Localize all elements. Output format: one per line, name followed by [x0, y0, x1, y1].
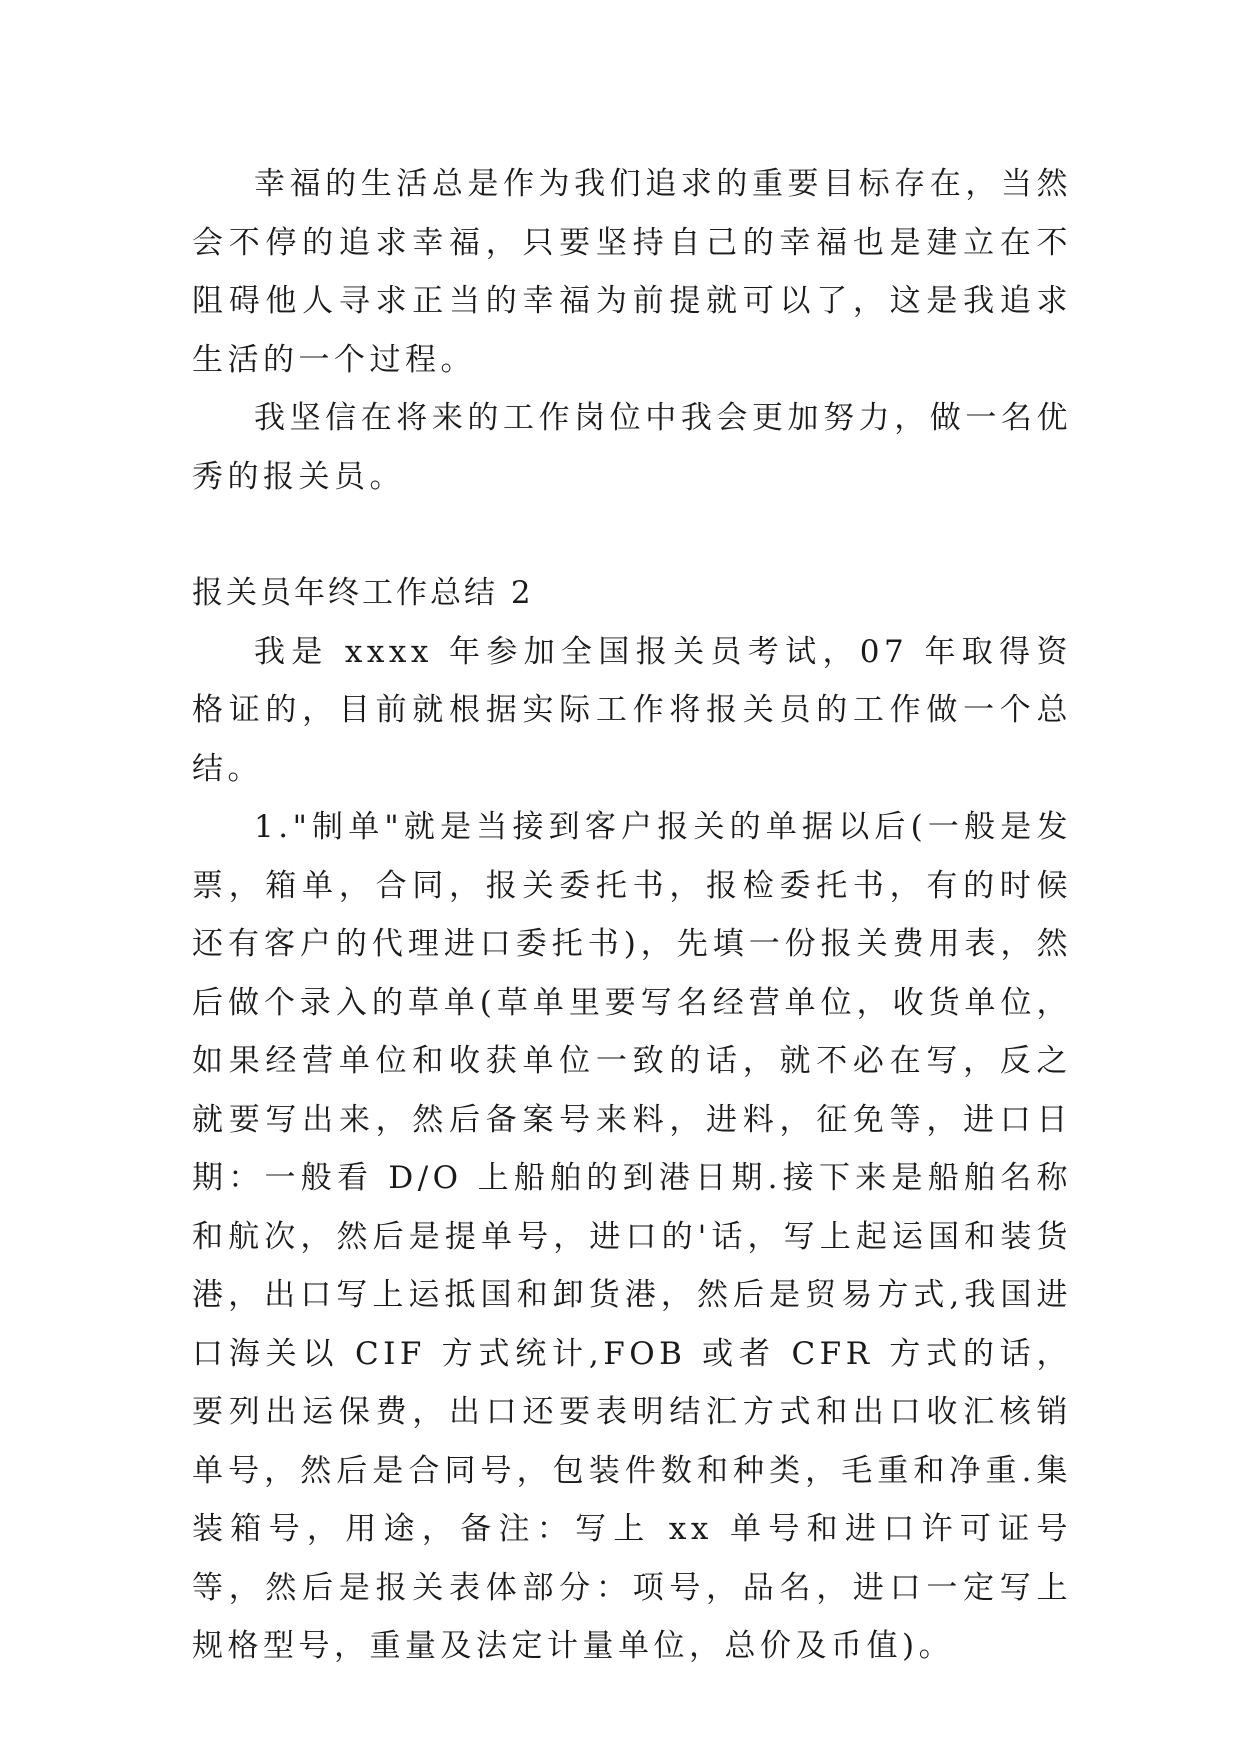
- paragraph-happiness: 幸福的生活总是作为我们追求的重要目标存在，当然会不停的追求幸福，只要坚持自己的幸福也是建立在不阻碍他人寻求正当的幸福为前提就可以了，这是我追求生活的一个过程。: [192, 166, 1072, 378]
- section-gap: [192, 506, 1072, 564]
- paragraph-intro: 我是 xxxx 年参加全国报关员考试，07 年取得资格证的，目前就根据实际工作将报关员的工作做一个总结。: [192, 633, 1072, 787]
- section-title: 报关员年终工作总结 2: [192, 575, 534, 611]
- paragraph-commitment: 我坚信在将来的工作岗位中我会更加努力，做一名优秀的报关员。: [192, 400, 1072, 495]
- document-body: [192, 155, 1072, 1676]
- paragraph-document-preparation: 1."制单"就是当接到客户报关的单据以后(一般是发票，箱单，合同，报关委托书，报检委托书，有的时候还有客户的代理进口委托书)，先填一份报关费用表，然后做个录入的草单(草单里要写名经营单位，收货单位，如果经营单位和收获单位一致的话，就不必在写，反之就要写出来，然后备案号来料，进料，征免等，进口日期：一般看 D/O 上船舶的到港日期.接下来是船舶名称和航次，然后是提单号，进口的'话，写上起运国和装货港，出口写上运抵国和卸货港，然后是贸易方式,我国进口海关以 CIF 方式统计,FOB 或者 CFR 方式的话，要列出运保费，出口还要表明结汇方式和出口收汇核销单号，然后是合同号，包装件数和种类，毛重和净重.集装箱号，用途，备注：写上 xx 单号和进口许可证号等，然后是报关表体部分：项号，品名，进口一定写上规格型号，重量及法定计量单位，总价及币值)。: [192, 809, 1072, 1664]
